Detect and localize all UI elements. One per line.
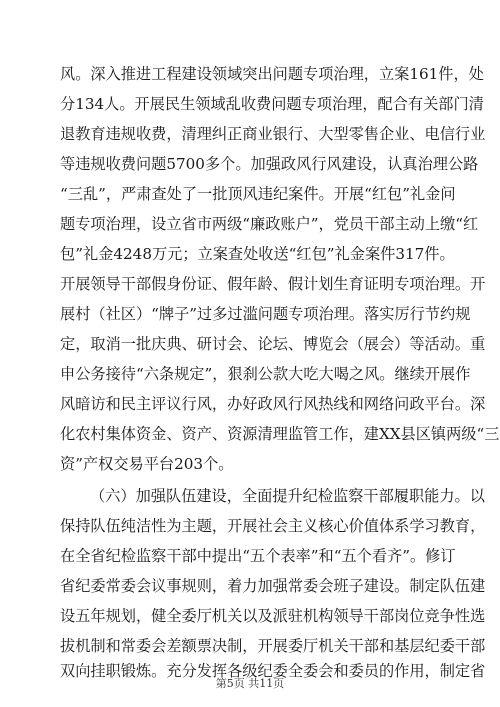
text-line: 双向挂职锻炼。充分发挥各级纪委全委会和委员的作用，制定省 [60,662,486,680]
text-line: 风。深入推进工程建设领域突出问题专项治理，立案161件，处 [60,65,484,83]
text-line: 展村（社区）“牌子”过多过滥问题专项治理。落实厉行节约规 [60,305,471,323]
text-line: 包”礼金4248万元；立案查处收送“红包”礼金案件317件。 [60,245,455,263]
text-line: 拔机制和常委会差额票决制，开展委厅机关干部和基层纪委干部 [60,637,486,655]
text-line: 定，取消一批庆典、研讨会、论坛、博览会（展会）等活动。重 [60,335,486,353]
text-line: 设五年规划，健全委厅机关以及派驻机构领导干部岗位竞争性选 [60,607,486,625]
text-line: 题专项治理，设立省市两级“廉政账户”，党员干部主动上缴“红 [60,215,479,233]
text-line: 申公务接待“六条规定”，狠刹公款大吃大喝之风。继续开展作 [60,365,471,383]
text-line: 资”产权交易平台203个。 [60,455,234,473]
text-line: 省纪委常委会议事规则，着力加强常委会班子建设。制定队伍建 [60,577,486,595]
text-line: 化农村集体资金、资产、资源清理监管工作，建XX县区镇两级“三 [60,425,500,443]
text-line: “三乱”，严肃查处了一批顶风违纪案件。开展“红包”礼金问 [60,185,456,203]
page-number-footer: 第5页 共11页 [215,677,285,690]
text-line: 在全省纪检监察干部中提出“五个表率”和“五个看齐”。修订 [60,547,456,565]
text-line: 风暗访和民主评议行风，办好政风行风热线和网络问政平台。深 [60,395,486,413]
text-line: 分134人。开展民生领域乱收费问题专项治理，配合有关部门清 [60,95,484,113]
text-line: 保持队伍纯洁性为主题，开展社会主义核心价值体系学习教育， [60,517,486,535]
text-line: 退教育违规收费，清理纠正商业银行、大型零售企业、电信行业 [60,125,486,143]
text-line: 等违规收费问题5700多个。加强政风行风建设，认真治理公路 [60,155,479,173]
text-line: 开展领导干部假身份证、假年龄、假计划生育证明专项治理。开 [60,275,486,293]
section-heading-line: （六）加强队伍建设，全面提升纪检监察干部履职能力。以 [90,487,485,505]
